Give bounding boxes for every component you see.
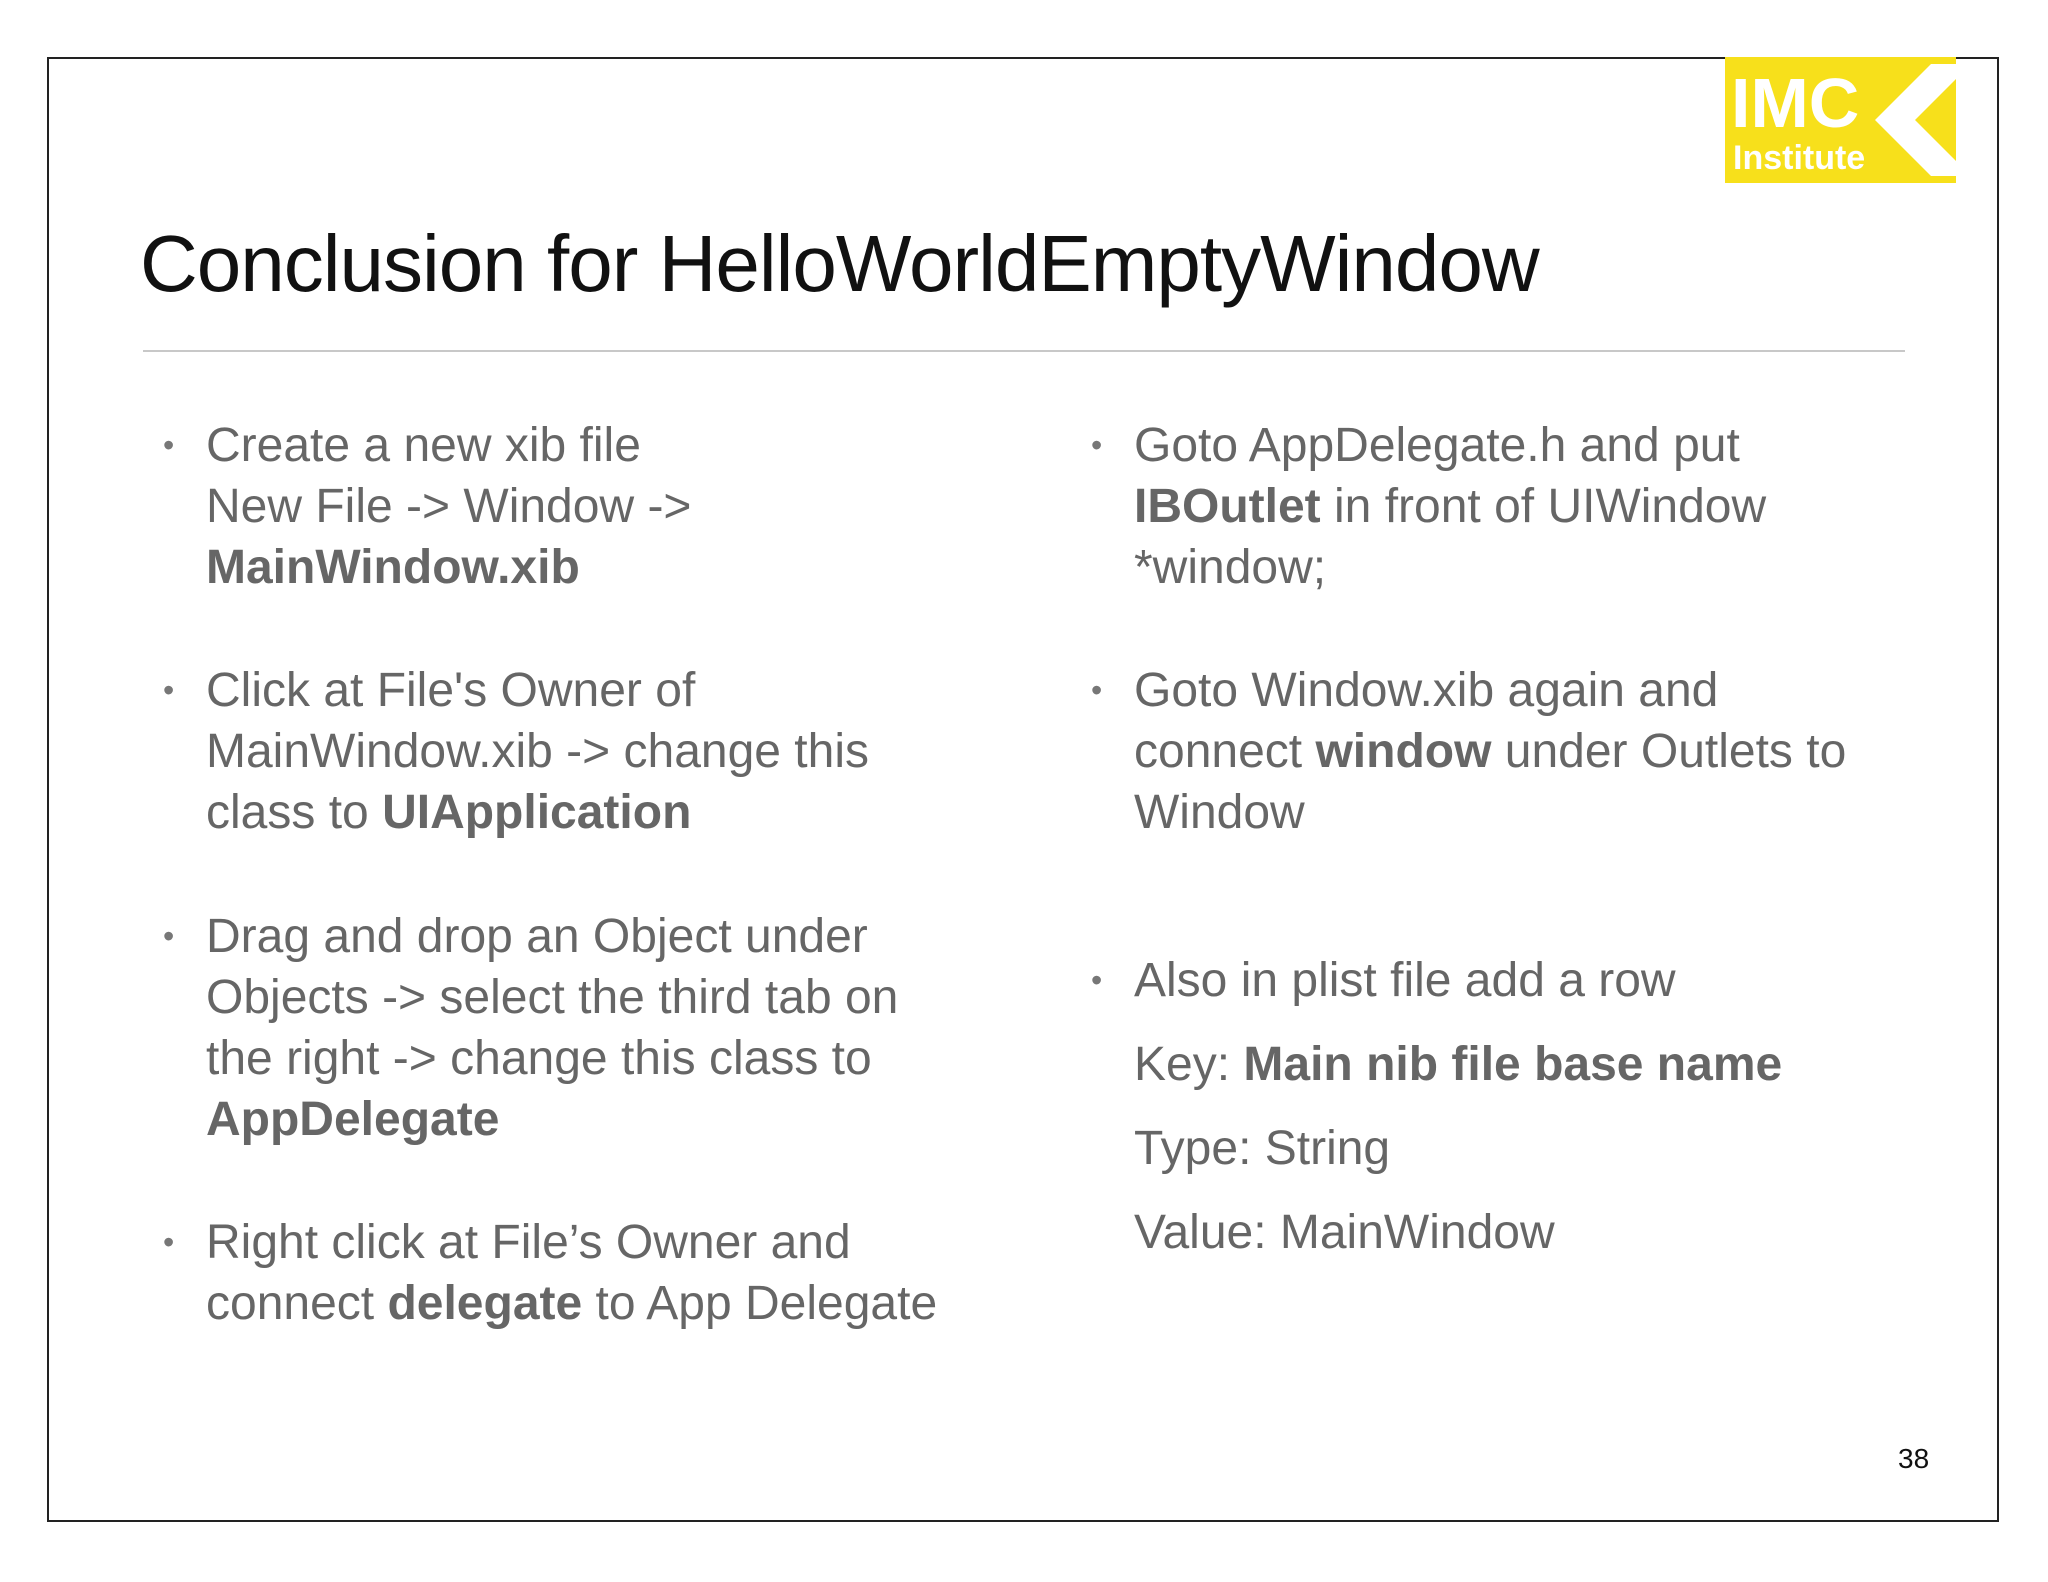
bullet-marker: • [1091, 962, 1103, 998]
page-number: 38 [1898, 1443, 1930, 1474]
bullet-line: Click at File's Owner of [206, 664, 696, 717]
bullet-line: Window [1134, 786, 1305, 839]
bold-term: UIApplication [382, 786, 692, 839]
bullet-line: Goto Window.xib again and [1134, 664, 1719, 717]
bullet-plist-row [1091, 950, 1676, 1011]
bullet-drag-object [163, 906, 899, 1150]
bullet-line: Create a new xib file [206, 419, 641, 472]
bullet-files-owner [163, 660, 869, 843]
bullet-right-click [163, 1212, 938, 1334]
text-span: connect [1134, 725, 1316, 778]
bullet-goto-appdelegate [1091, 415, 1767, 598]
bullet-marker: • [163, 672, 175, 708]
bold-term: MainWindow.xib [206, 541, 580, 594]
plist-key-line [1134, 1034, 1782, 1095]
bullet-line: Right click at File’s Owner and [206, 1216, 851, 1269]
bold-term: window [1315, 725, 1492, 778]
bullet-marker: • [163, 918, 175, 954]
plist-value-line: Value: MainWindow [1134, 1206, 1555, 1259]
bullet-line: the right -> change this class to [206, 1032, 872, 1085]
bullet-line [206, 782, 869, 843]
bullet-line: *window; [1134, 541, 1327, 594]
text-span: Key: [1134, 1038, 1244, 1091]
bullet-line: Objects -> select the third tab on [206, 971, 899, 1024]
plist-type-line: Type: String [1134, 1122, 1391, 1175]
imc-institute-logo [1725, 57, 1956, 183]
bullet-line: Also in plist file add a row [1134, 954, 1676, 1007]
bullet-line [206, 1273, 937, 1334]
bold-term: AppDelegate [206, 1093, 500, 1146]
bold-term: IBOutlet [1134, 480, 1321, 533]
text-span: class to [206, 786, 383, 839]
bullet-goto-window-xib [1091, 660, 1847, 843]
bullet-line [206, 1089, 898, 1150]
bullet-line: Drag and drop an Object under [206, 910, 868, 963]
text-span: under Outlets to [1491, 725, 1847, 778]
bullet-line: New File -> Window -> [206, 480, 692, 533]
logo-text-imc: IMC [1731, 64, 1860, 142]
slide-title: Conclusion for HelloWorldEmptyWindow [140, 219, 1539, 308]
bullet-line [206, 537, 691, 598]
bold-term: Main nib file base name [1243, 1038, 1783, 1091]
bullet-create-xib [163, 415, 692, 598]
bullet-line [1134, 721, 1846, 782]
logo-text-institute: Institute [1733, 139, 1866, 177]
bullet-line: MainWindow.xib -> change this [206, 725, 869, 778]
bullet-marker: • [1091, 672, 1103, 708]
title-divider [143, 350, 1905, 352]
bullet-line: Goto AppDelegate.h and put [1134, 419, 1740, 472]
bullet-marker: • [163, 427, 175, 463]
bullet-marker: • [163, 1224, 175, 1260]
bullet-marker: • [1091, 427, 1103, 463]
text-span: in front of UIWindow [1320, 480, 1767, 533]
bullet-line [1134, 476, 1766, 537]
text-span: to App Delegate [582, 1277, 938, 1330]
bold-term: delegate [387, 1277, 583, 1330]
text-span: connect [206, 1277, 388, 1330]
